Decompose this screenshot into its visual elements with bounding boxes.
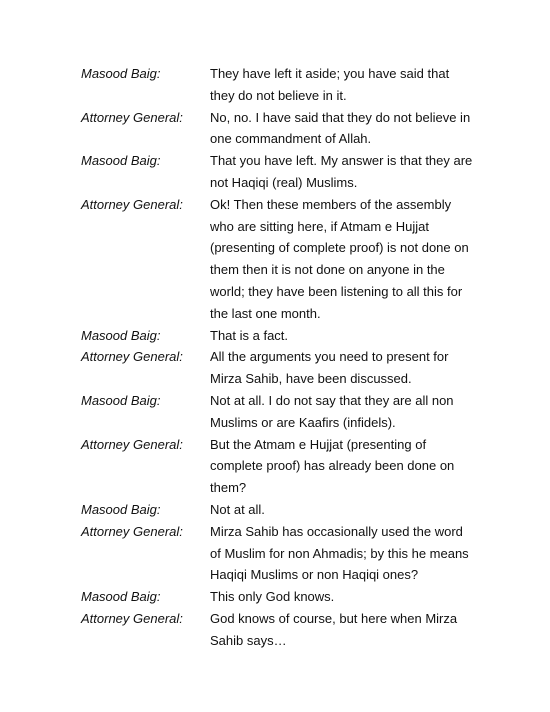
transcript-entry xyxy=(81,434,476,499)
speaker-name: Attorney General: xyxy=(81,109,183,125)
transcript-entry xyxy=(81,586,476,608)
transcript xyxy=(81,63,476,652)
transcript-entry xyxy=(81,63,476,107)
speech-text: They have left it aside; you have said that they do not believe in it. xyxy=(210,66,450,103)
speaker-name: Masood Baig: xyxy=(81,153,161,169)
transcript-entry xyxy=(81,346,476,390)
transcript-entry xyxy=(81,107,476,151)
speaker-name: Masood Baig: xyxy=(81,501,161,517)
speaker-name: Masood Baig: xyxy=(81,392,161,408)
speech-text: Ok! Then these members of the assembly who are sitting here, if Atmam e Hujjat (presenting of complete proof) is not done on them then it is not done on anyone in the world; they have been listening to all this for the last one month. xyxy=(210,196,469,321)
speech-text: No, no. I have said that they do not believe in one commandment of Allah. xyxy=(210,109,471,147)
speaker-name: Attorney General: xyxy=(81,196,183,212)
transcript-entry xyxy=(81,325,476,347)
speech-text: God knows of course, but here when Mirza Sahib says… xyxy=(210,610,458,648)
speaker-name: Attorney General: xyxy=(81,436,183,452)
transcript-entry xyxy=(81,521,476,586)
speech-text: Not at all. xyxy=(210,501,265,517)
transcript-entry xyxy=(81,608,476,652)
speaker-name: Masood Baig: xyxy=(81,66,161,81)
speech-text: This only God knows. xyxy=(210,589,335,605)
transcript-entry xyxy=(81,499,476,521)
speaker-name: Attorney General: xyxy=(81,610,183,626)
transcript-entry xyxy=(81,194,476,325)
speaker-name: Attorney General: xyxy=(81,349,183,365)
speech-text: That is a fact. xyxy=(210,327,289,343)
speech-text: All the arguments you need to present for Mirza Sahib, have been discussed. xyxy=(210,349,449,387)
speech-text: But the Atmam e Hujjat (presenting of complete proof) has already been done on them? xyxy=(210,436,455,496)
speech-text: Not at all. I do not say that they are all non Muslims or are Kaafirs (infidels). xyxy=(210,392,454,430)
speaker-name: Masood Baig: xyxy=(81,327,161,343)
transcript-entry xyxy=(81,150,476,194)
transcript-entry xyxy=(81,390,476,434)
speech-text: That you have left. My answer is that they are not Haqiqi (real) Muslims. xyxy=(210,153,473,190)
speech-text: Mirza Sahib has occasionally used the word of Muslim for non Ahmadis; by this he means Haqiqi Muslims or non Haqiqi ones? xyxy=(210,523,469,583)
speaker-name: Masood Baig: xyxy=(81,589,161,605)
speaker-name: Attorney General: xyxy=(81,523,183,539)
